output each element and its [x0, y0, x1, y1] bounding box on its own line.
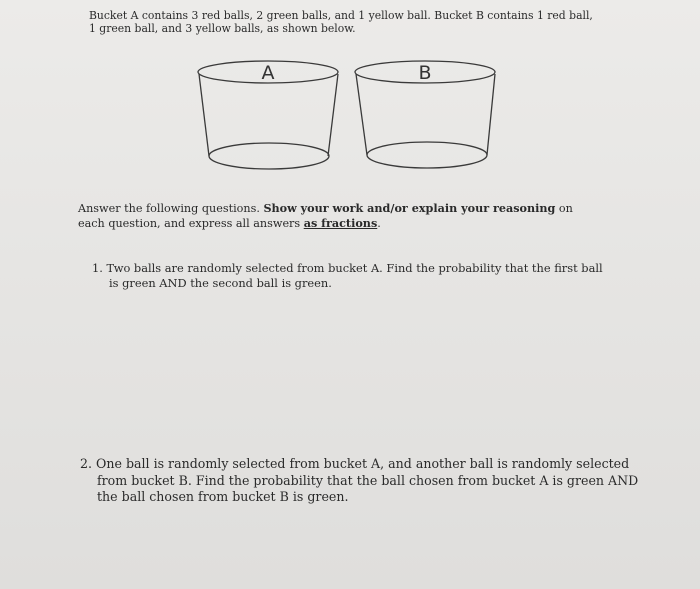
bucket-a-right-side [328, 74, 338, 156]
question-2-line-2: from bucket B. Find the probability that the ball chosen from bucket A is green AND [97, 472, 639, 488]
instructions-part-1: Answer the following questions. [78, 202, 264, 215]
question-1-text-1: Two balls are randomly selected from bucket A. Find the probability that the first ball [106, 261, 603, 275]
bucket-a-label: A [261, 62, 275, 84]
instructions-line-1 [78, 201, 573, 216]
question-2-number: 2. [80, 456, 93, 471]
instructions-text [78, 201, 573, 231]
bucket-a-left-side [199, 74, 209, 156]
bucket-a-base [209, 143, 329, 169]
bucket-b-base [367, 142, 487, 168]
instructions-line-2 [78, 216, 573, 231]
question-1-line-2: is green AND the second ball is green. [109, 276, 332, 290]
instructions-bold: Show your work and/or explain your reasoning [263, 201, 556, 215]
instructions-part-3: each question, and express all answers [78, 217, 304, 230]
bucket-b-left-side [356, 74, 367, 155]
question-2-text-1: One ball is randomly selected from bucket A, and another ball is randomly selected [96, 456, 630, 471]
question-1-line-1 [92, 261, 603, 276]
instructions-part-4: . [377, 217, 381, 230]
bucket-b-right-side [487, 74, 495, 155]
question-2-line-1 [80, 456, 638, 473]
instructions-part-2: on [555, 202, 573, 215]
instructions-underlined: as fractions [303, 216, 378, 230]
question-2-line-3: the ball chosen from bucket B is green. [97, 489, 349, 504]
bucket-b-label: B [418, 62, 432, 84]
question-1 [92, 261, 603, 291]
question-1-number: 1. [92, 261, 103, 275]
intro-line-1: Bucket A contains 3 red balls, 2 green balls, and 1 yellow ball. Bucket B contains 1 red ball, [89, 9, 593, 22]
question-2 [80, 456, 638, 506]
intro-line-2: 1 green ball, and 3 yellow balls, as shown below. [89, 21, 356, 35]
